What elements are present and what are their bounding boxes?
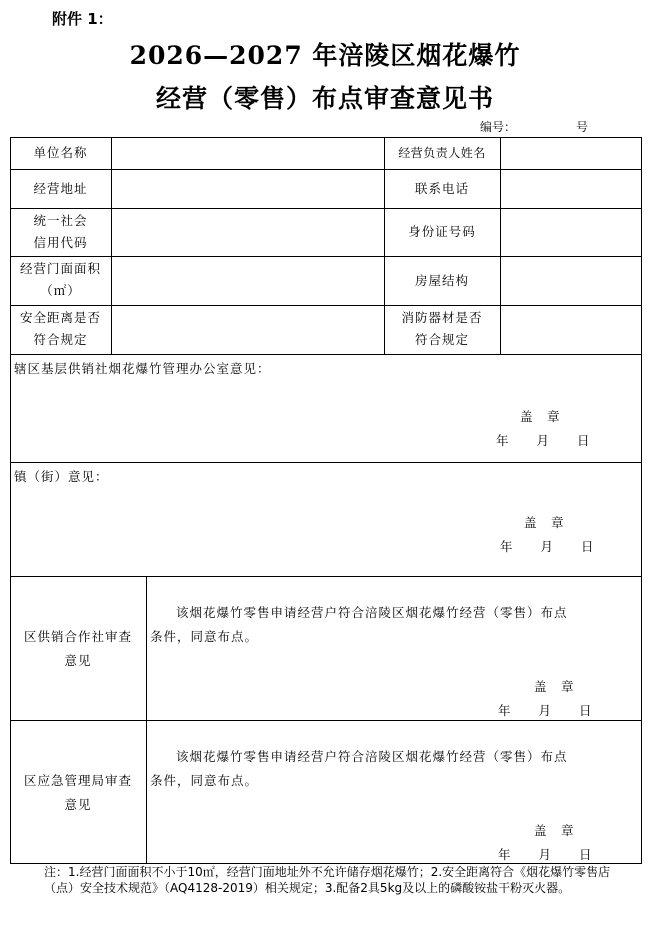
seal-label: 盖 章 (524, 515, 565, 530)
date-label: 年 月 日 (498, 847, 593, 862)
label-phone: 联系电话 (414, 181, 469, 196)
district-coop-approval-l1: 该烟花爆竹零售申请经营户符合涪陵区烟花爆竹经营（零售）布点 (176, 605, 568, 620)
seal-label: 盖 章 (534, 679, 575, 694)
label-area-l1: 经营门面面积 (19, 261, 101, 276)
town-opinion-title: 镇（街）意见： (14, 469, 109, 484)
rule (10, 137, 642, 138)
emergency-approval-l1: 该烟花爆竹零售申请经营户符合涪陵区烟花爆竹经营（零售）布点 (176, 749, 568, 764)
label-id-number: 身份证号码 (408, 224, 476, 239)
footnote: 注：1.经营门面面积不小于10㎡，经营门面地址外不允许储存烟花爆竹；2.安全距离符合《烟花爆竹零售店（点）安全技术规范》（AQ4128-2019）相关规定；3.配备2具5kg及以上的磷酸铵盐干粉灭火器。 (44, 865, 611, 895)
rule (641, 137, 642, 864)
label-area (10, 258, 111, 302)
label-district-coop-l1: 区供销合作社审查 (23, 629, 132, 644)
label-emergency-bureau (10, 769, 146, 817)
rule (146, 576, 147, 864)
label-emergency-l2: 意见 (64, 797, 92, 812)
label-district-coop (10, 625, 146, 673)
date-label: 年 月 日 (500, 539, 595, 554)
district-coop-approval-l2: 条件，同意布点。 (150, 629, 259, 644)
title-line-2: 经营（零售）布点审查意见书 (155, 84, 494, 113)
label-area-l2: （㎡） (40, 283, 81, 298)
rule (10, 256, 642, 257)
emergency-approval-l2: 条件，同意布点。 (150, 773, 259, 788)
title-line-1: 2026—2027 年涪陵区烟花爆竹 (129, 41, 521, 70)
label-emergency-l1: 区应急管理局审查 (23, 773, 132, 788)
serial-suffix: 号 (576, 120, 589, 134)
rule (111, 137, 112, 354)
label-fire-l2: 符合规定 (414, 332, 469, 347)
rule (500, 137, 501, 354)
label-credit-code-l1: 统一社会 (33, 213, 88, 228)
review-form (10, 137, 642, 864)
label-structure: 房屋结构 (414, 273, 469, 288)
serial-label: 编号： (480, 120, 517, 134)
seal-label: 盖 章 (534, 823, 575, 838)
label-safety-l1: 安全距离是否 (19, 310, 101, 325)
label-fire-l1: 消防器材是否 (401, 310, 483, 325)
label-safety-l2: 符合规定 (33, 332, 88, 347)
label-credit-code (10, 210, 111, 254)
coop-office-opinion-title: 辖区基层供销社烟花爆竹管理办公室意见： (14, 361, 271, 376)
rule (10, 208, 642, 209)
rule (10, 576, 642, 577)
label-credit-code-l2: 信用代码 (33, 235, 88, 250)
serial-number (480, 118, 640, 135)
label-address: 经营地址 (33, 181, 88, 196)
seal-label: 盖 章 (520, 409, 561, 424)
label-district-coop-l2: 意见 (64, 653, 92, 668)
label-manager-name: 经营负责人姓名 (398, 146, 486, 160)
date-label: 年 月 日 (496, 433, 591, 448)
label-unit-name: 单位名称 (33, 145, 88, 160)
date-label: 年 月 日 (498, 703, 593, 718)
rule (10, 169, 642, 170)
label-fire-equipment (384, 307, 500, 351)
attachment-label: 附件 1： (52, 10, 113, 28)
label-safety-distance (10, 307, 111, 351)
rule (10, 305, 642, 306)
